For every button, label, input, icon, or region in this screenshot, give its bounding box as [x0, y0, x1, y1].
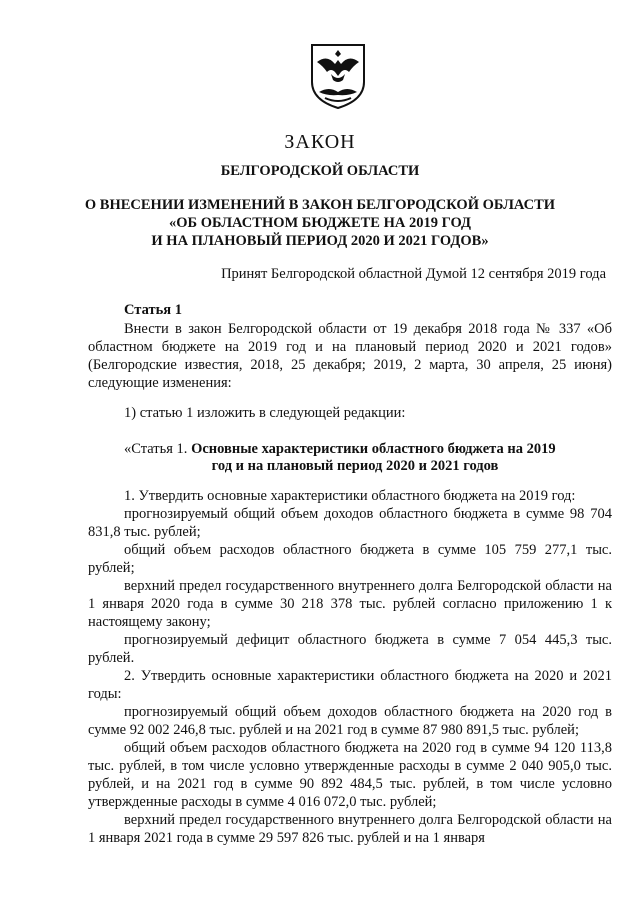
law-subject — [0, 196, 640, 250]
law-title: ЗАКОН — [284, 131, 356, 153]
amendment-item: 1) статью 1 изложить в следующей редакции: — [124, 405, 406, 421]
law-subject-line: О ВНЕСЕНИИ ИЗМЕНЕНИЙ В ЗАКОН БЕЛГОРОДСКОЙ ОБЛАСТИ — [84, 197, 556, 213]
quoted-article-title-cont: год и на плановый период 2020 и 2021 годов — [211, 458, 499, 474]
paragraph: прогнозируемый общий объем доходов областного бюджета на 2020 год в сумме 92 002 246,8 тыс. рублей и на 2021 год в сумме 87 980 891,5 тыс. рублей; — [88, 704, 612, 738]
paragraph: 2. Утвердить основные характеристики областного бюджета на 2020 и 2021 годы: — [88, 668, 612, 702]
article-intro: Внести в закон Белгородской области от 19 декабря 2018 года № 337 «Об областном бюджете на 2019 год и на плановый период 2020 и 2021 годов» (Белгородские известия, 2018, 25 декабря; 2019, 2 марта, 30 апреля, 25 июня) следующие изменения: — [88, 321, 612, 391]
paragraph: прогнозируемый дефицит областного бюджета в сумме 7 054 445,3 тыс. рублей. — [88, 632, 612, 666]
region-title: БЕЛГОРОДСКОЙ ОБЛАСТИ — [220, 163, 420, 179]
coat-of-arms-icon — [309, 42, 367, 110]
article-heading: Статья 1 — [124, 302, 182, 318]
quoted-article-prefix: «Статья 1. — [124, 441, 192, 457]
paragraph: прогнозируемый общий объем доходов областного бюджета в сумме 98 704 831,8 тыс. рублей; — [88, 506, 612, 540]
paragraph: общий объем расходов областного бюджета на 2020 год в сумме 94 120 113,8 тыс. рублей, в том числе условно утвержденные расходы в сумме 2 040 905,0 тыс. рублей, и на 2021 год в сумме 90 892 484,5 тыс. рублей, в том числе условно утвержденные расходы в сумме 4 016 072,0 тыс. рублей; — [88, 740, 612, 810]
paragraph: верхний предел государственного внутреннего долга Белгородской области на 1 января 2020 года в сумме 30 218 378 тыс. рублей согласно приложению 1 к настоящему закону; — [88, 578, 612, 630]
law-subject-line: И НА ПЛАНОВЫЙ ПЕРИОД 2020 И 2021 ГОДОВ» — [151, 233, 489, 249]
law-subject-line: «ОБ ОБЛАСТНОМ БЮДЖЕТЕ НА 2019 ГОД — [169, 215, 471, 231]
quoted-article-title: Основные характеристики областного бюджета на 2019 — [191, 441, 556, 457]
quoted-article-heading — [124, 440, 604, 458]
acceptance-note: Принят Белгородской областной Думой 12 сентября 2019 года — [221, 266, 606, 282]
paragraph: верхний предел государственного внутреннего долга Белгородской области на 1 января 2021 года в сумме 29 597 826 тыс. рублей и на 1 января — [88, 812, 612, 846]
paragraph: 1. Утвердить основные характеристики областного бюджета на 2019 год: — [124, 488, 576, 504]
paragraph: общий объем расходов областного бюджета в сумме 105 759 277,1 тыс. рублей; — [88, 542, 612, 576]
